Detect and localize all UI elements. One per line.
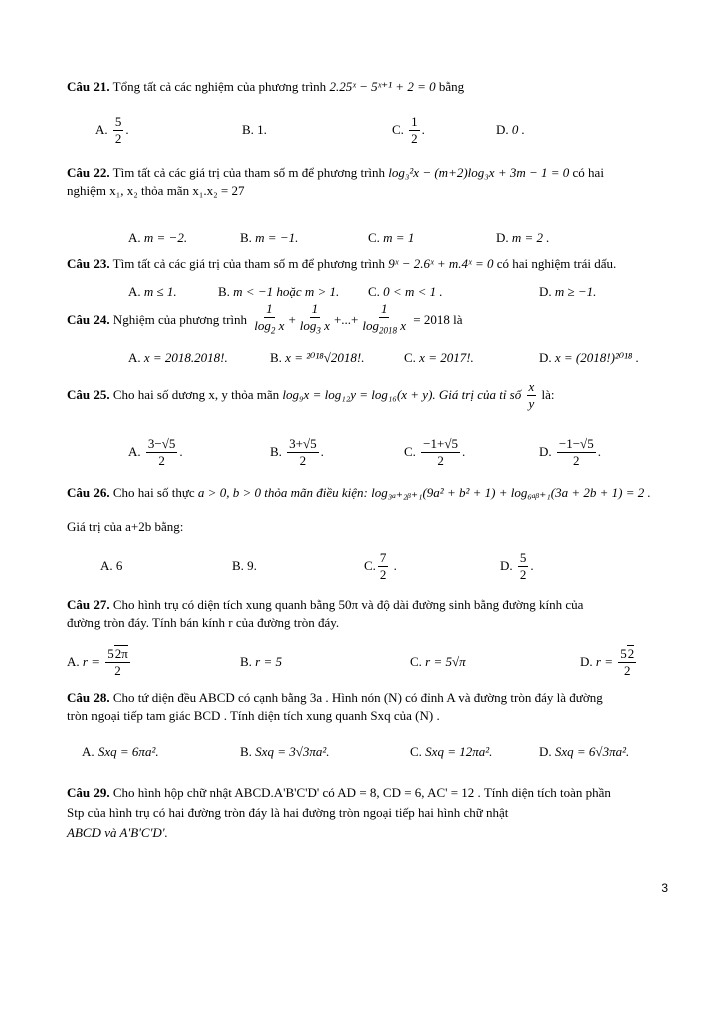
option-c: C. $\frac{7}{2}$ . [364,549,397,582]
option-a: A. Sxq = 6πa². [82,744,159,759]
question-label: Câu 21. [67,79,110,94]
option-d: D. x = (2018!)²⁰¹⁸ . [539,350,639,365]
option-c: C. r = 5√π [410,654,466,669]
option-a: A. x = 2018.2018!. [128,350,228,365]
option-d: D. 0 . [496,122,525,137]
question-23: Câu 23. Tìm tất cả các giá trị của tham số m để phương trình 9ˣ − 2.6ˣ + m.4ˣ = 0 có hai nghiệm trái dấu. [67,256,617,271]
options-28 [0,732,725,772]
fraction: $\frac{1}{2}$ [411,113,418,146]
options-27 [0,642,725,682]
option-c: C. x = 2017!. [404,350,474,365]
option-d: D. r = $\frac{52}{2}$ [580,645,635,678]
option-b: B. 1. [242,122,267,137]
formula: log₃²x − (m+2)log₃x + 3m − 1 = 0 [388,165,570,180]
options-21 [0,110,725,150]
fraction: $\frac{5}{2}$ [114,113,122,146]
option-d: D. Sxq = 6√3πa². [539,744,630,759]
page-number: 3 [661,881,668,895]
question-label: Câu 26. [67,485,110,500]
question-label: Câu 25. [67,387,110,402]
option-a: A. m = −2. [128,230,188,245]
question-label: Câu 28. [67,690,110,705]
option-c: C. Sxq = 12πa². [410,744,493,759]
question-text-tail: bằng [438,79,465,94]
fraction: $\frac{1}{\log_{2018} x}$ [362,301,407,336]
question-label: Câu 23. [67,256,110,271]
fraction: $\frac{1}{\log_3 x}$ [299,301,330,336]
option-d: D. $\frac{-1-√5}{2}$ . [539,435,601,468]
option-b: B. Sxq = 3√3πa². [240,744,330,759]
question-label: Câu 27. [67,597,110,612]
option-a: A. 6 [100,558,123,573]
option-b: B. m = −1. [240,230,299,245]
option-a: A. r = $\frac{52\pi}{2}$ [67,645,128,678]
option-a: A. m ≤ 1. [128,284,177,299]
question-24: Câu 24. Nghiệm của phương trình $\frac{1}{\log_2 x}$ + $\frac{1}{\log_3 x}$ +...+ $\frac{1}{\log_{2018} x}$ = 2018 là [67,300,675,340]
options-25 [0,432,725,472]
option-b: B. m < −1 hoặc m > 1. [218,284,340,299]
option-c: C. $\frac{-1+√5}{2}$ . [404,435,466,468]
option-d: D. $\frac{5}{2}$ . [500,549,534,582]
question-28: Câu 28. Cho tứ diện đều ABCD có cạnh bằng 3a . Hình nón (N) có đỉnh A và đường tròn đáy là đường tròn ngoại tiếp tam giác BCD . Tính diện tích xung quanh Sxq của (N) . [67,690,603,723]
question-26-line2: Giá trị của a+2b bằng: [67,519,184,534]
option-c: C. m = 1 [368,230,415,245]
option-b: B. 9. [232,558,257,573]
question-21 [67,78,675,96]
question-22: Câu 22. Tìm tất cả các giá trị của tham số m để phương trình log₃²x − (m+2)log₃x + 3m − 1 = 0 có hai nghiệm x₁, x₂ thỏa mãn x₁.x₂ = 27 [67,165,604,198]
option-b: B. $\frac{3+√5}{2}$ . [270,435,324,468]
option-d: D. m ≥ −1. [539,284,597,299]
formula: 2.25ˣ − 5ˣ⁺¹ + 2 = 0 [329,79,436,94]
question-26: Câu 26. Cho hai số thực a > 0, b > 0 thỏa mãn điều kiện: log₃ₐ₊₂ᵦ₊₁(9a² + b² + 1) + log₆ₐᵦ₊₁(3a + 2b + 1) = 2 . [67,485,651,500]
question-25: Câu 25. Cho hai số dương x, y thỏa mãn log₉x = log₁₂y = log₁₆(x + y). Giá trị của tỉ số $\frac{x}{y}$ là: [67,378,555,411]
fraction: $\frac{x}{y}$ [528,378,535,411]
option-d: D. m = 2 . [496,230,550,245]
option-c: C. 0 < m < 1 . [368,284,443,299]
option-b: B. x = ²⁰¹⁸√2018!. [270,350,365,365]
question-label: Câu 29. [67,785,110,800]
question-text: Tổng tất cả các nghiệm của phương trình [112,79,327,94]
question-29: Câu 29. Cho hình hộp chữ nhật ABCD.A'B'C'D' có AD = 8, CD = 6, AC' = 12 . Tính diện tích toàn phần Stp của hình trụ có hai đường tròn đáy là hai đường tròn ngoại tiếp hai hình chữ nhật ABCD và A'B'C'D'. [67,785,611,840]
option-c: C. $\frac{1}{2}$ . [392,113,425,146]
question-label: Câu 22. [67,165,110,180]
question-label: Câu 24. [67,312,110,327]
formula: 9ˣ − 2.6ˣ + m.4ˣ = 0 [388,256,494,271]
option-a: A. $\frac{5}{2}$ . [95,113,129,146]
options-24 [0,338,725,378]
options-26 [0,546,725,586]
question-27: Câu 27. Cho hình trụ có diện tích xung quanh bằng 50π và độ dài đường sinh bằng đường kính của đường tròn đáy. Tính bán kính r của đường tròn đáy. [67,597,584,630]
option-b: B. r = 5 [240,654,283,669]
option-a: A. $\frac{3-√5}{2}$ . [128,435,183,468]
options-22 [0,218,725,258]
fraction: $\frac{1}{\log_2 x}$ [254,301,285,336]
